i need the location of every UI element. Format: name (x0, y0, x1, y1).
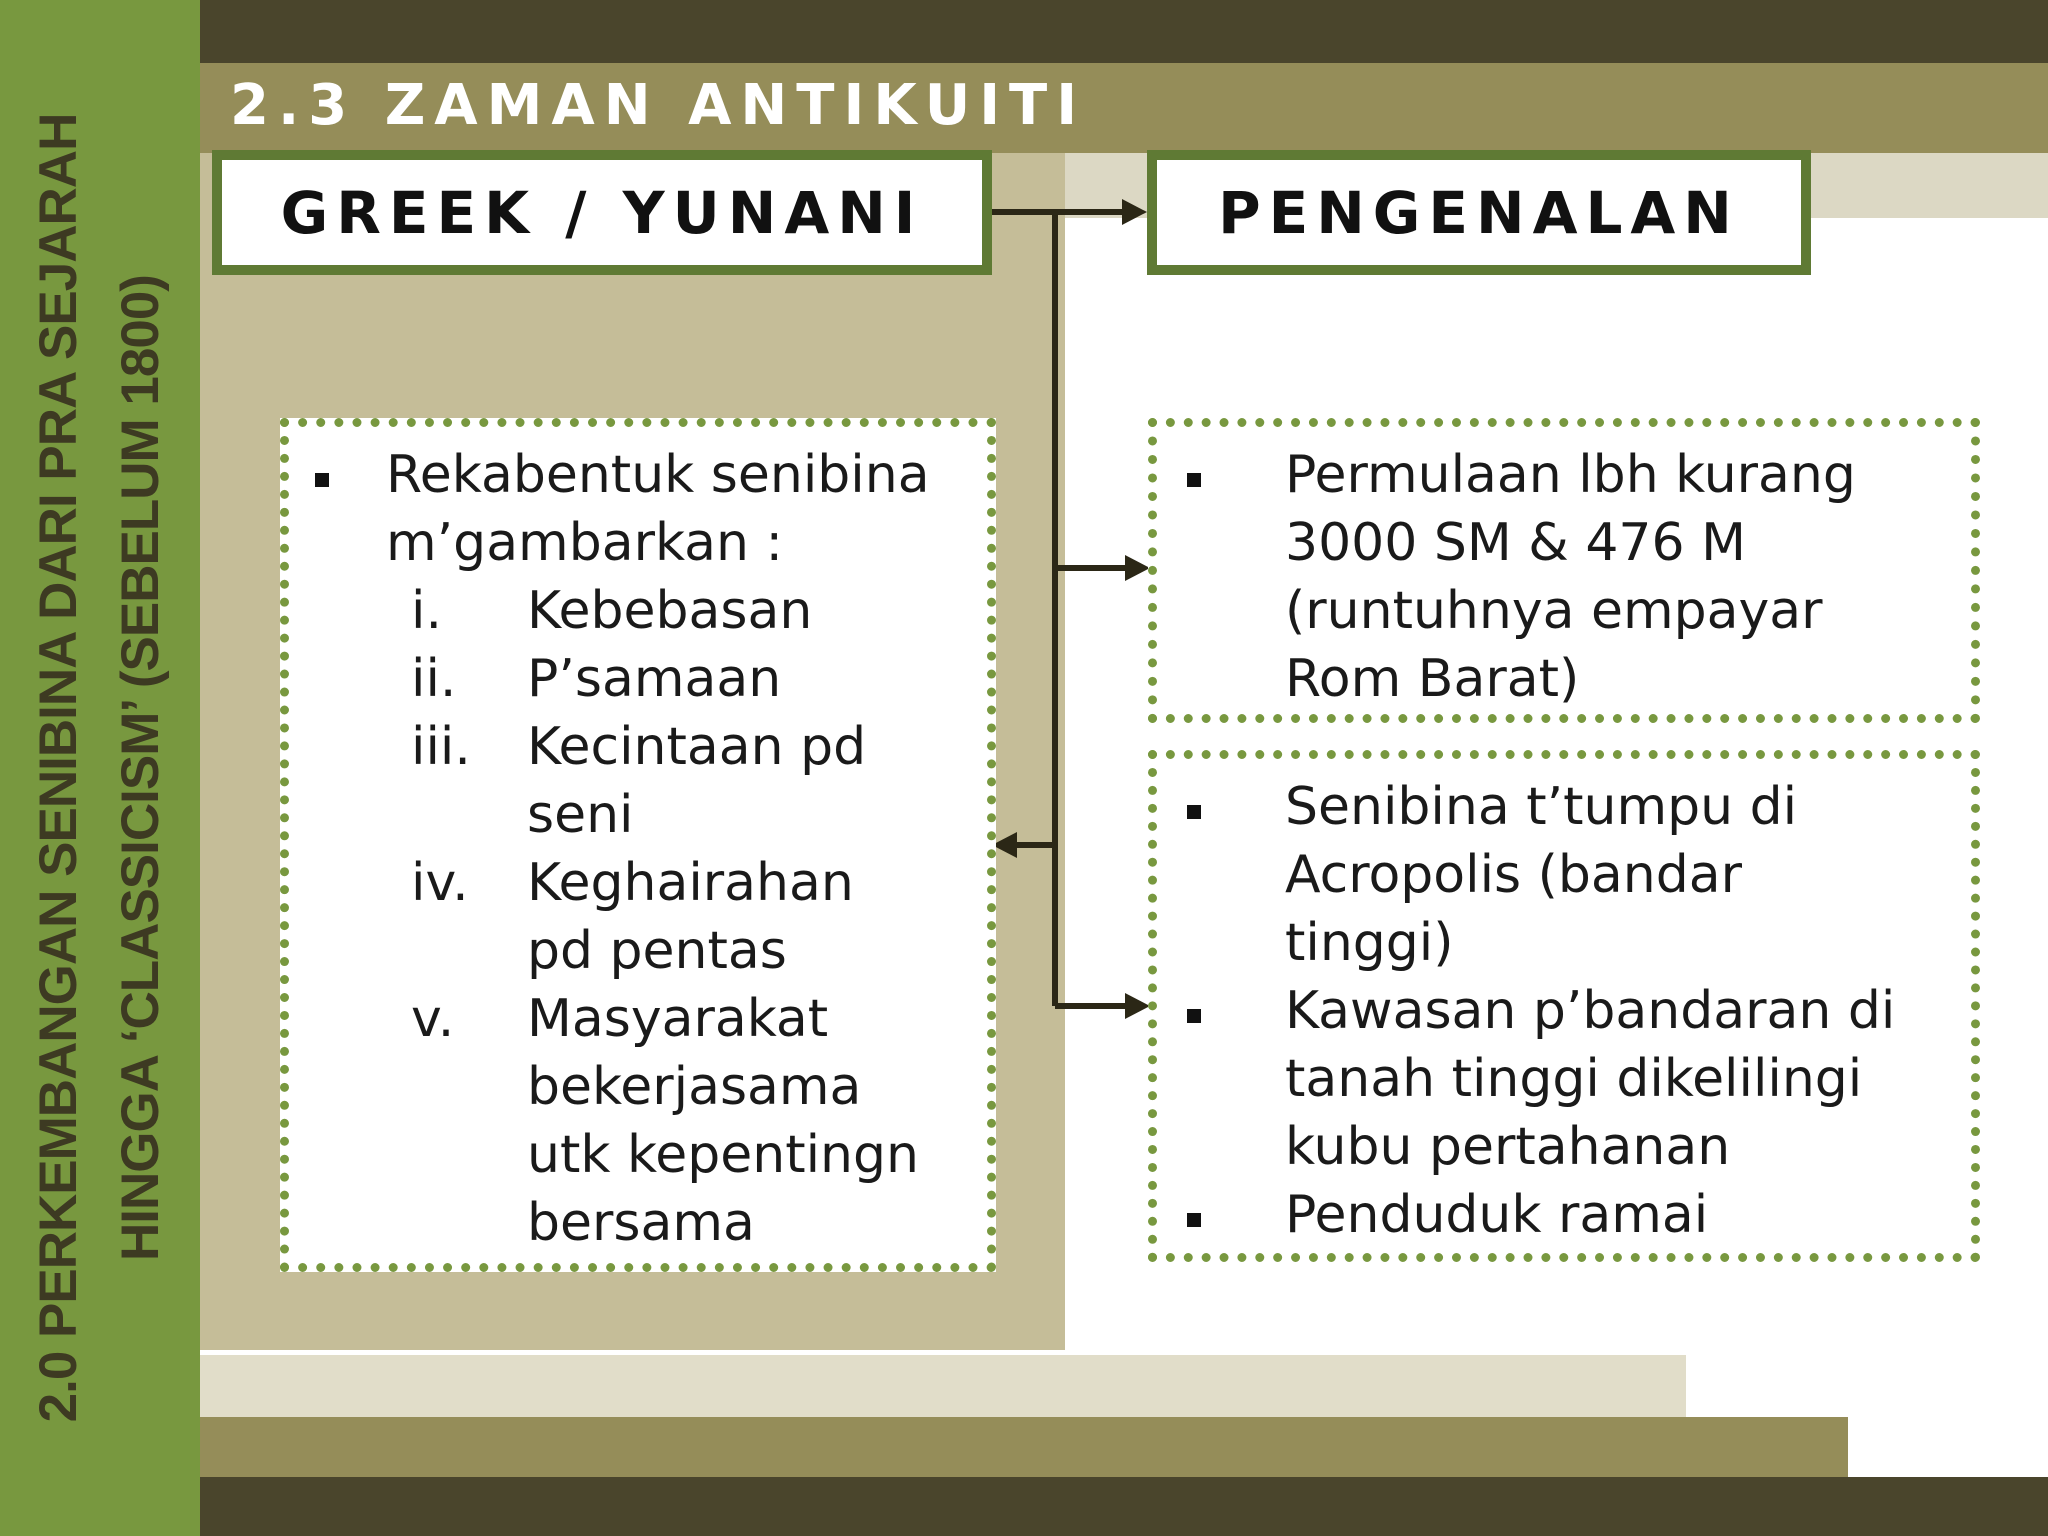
list-item-line: Keghairahan (527, 853, 854, 913)
greek-yunani-header: GREEK / YUNANI (212, 150, 992, 275)
list-item-line: bersama (527, 1193, 755, 1253)
bullet-line: Senibina t’tumpu di (1285, 777, 1798, 837)
list-item-number: i. (411, 581, 442, 641)
list-item-line: pd pentas (527, 921, 787, 981)
period-text (1285, 441, 1856, 713)
list-item-line: seni (527, 785, 634, 845)
bullet-line: kubu pertahanan (1285, 1117, 1731, 1177)
bullet-icon (1187, 1213, 1201, 1227)
list-item-line: utk kepentingn (527, 1125, 919, 1185)
left-intro-line-2: m’gambarkan : (386, 513, 784, 573)
list-item-number: iv. (411, 853, 469, 913)
bullet-line: tanah tinggi dikelilingi (1285, 1049, 1863, 1109)
page-title: 2.3 ZAMAN ANTIKUITI (230, 73, 1087, 138)
bullet-icon (315, 473, 329, 487)
period-line: Rom Barat) (1285, 649, 1580, 709)
bullet-item (1285, 773, 1797, 977)
intro-period-box (1148, 418, 1980, 723)
left-intro-line-1: Rekabentuk senibina (386, 445, 930, 505)
period-line: (runtuhnya empayar (1285, 581, 1823, 641)
arrowhead-box-2 (1125, 993, 1150, 1019)
list-item-line: bekerjasama (527, 1057, 862, 1117)
list-item (527, 849, 854, 985)
list-item (527, 985, 919, 1257)
period-line: 3000 SM & 476 M (1285, 513, 1746, 573)
bullet-icon (1187, 473, 1201, 487)
bullet-line: Penduduk ramai (1285, 1185, 1709, 1245)
list-item-number: v. (411, 989, 455, 1049)
list-item-number: ii. (411, 649, 457, 709)
arrowhead-box-1 (1125, 555, 1150, 581)
sidebar-line-1: 2.0 PERKEMBANGAN SENIBINA DARI PRA SEJARAH (29, 113, 88, 1423)
acropolis-box (1148, 750, 1980, 1262)
list-item-line: Masyarakat (527, 989, 829, 1049)
pengenalan-header: PENGENALAN (1147, 150, 1811, 275)
list-item-number: iii. (411, 717, 471, 777)
bullet-line: tinggi) (1285, 913, 1454, 973)
list-item-line: P’samaan (527, 649, 782, 709)
bullet-line: Kawasan p’bandaran di (1285, 981, 1896, 1041)
bullet-line: Acropolis (bandar (1285, 845, 1743, 905)
list-item (527, 645, 781, 713)
bullet-icon (1187, 1009, 1201, 1023)
bullet-item (1285, 1181, 1708, 1249)
sidebar-line-2: HINGGA ‘CLASSICISM’ (SEBELUM 1800) (111, 275, 170, 1261)
list-item (527, 577, 812, 645)
bullet-icon (1187, 805, 1201, 819)
list-item-line: Kebebasan (527, 581, 813, 641)
period-line: Permulaan lbh kurang (1285, 445, 1856, 505)
arrowhead-pengenalan (1122, 199, 1147, 225)
left-intro (386, 441, 930, 577)
list-item-line: Kecintaan pd (527, 717, 867, 777)
bullet-item (1285, 977, 1895, 1181)
left-content-box (280, 418, 996, 1272)
list-item (527, 713, 866, 849)
